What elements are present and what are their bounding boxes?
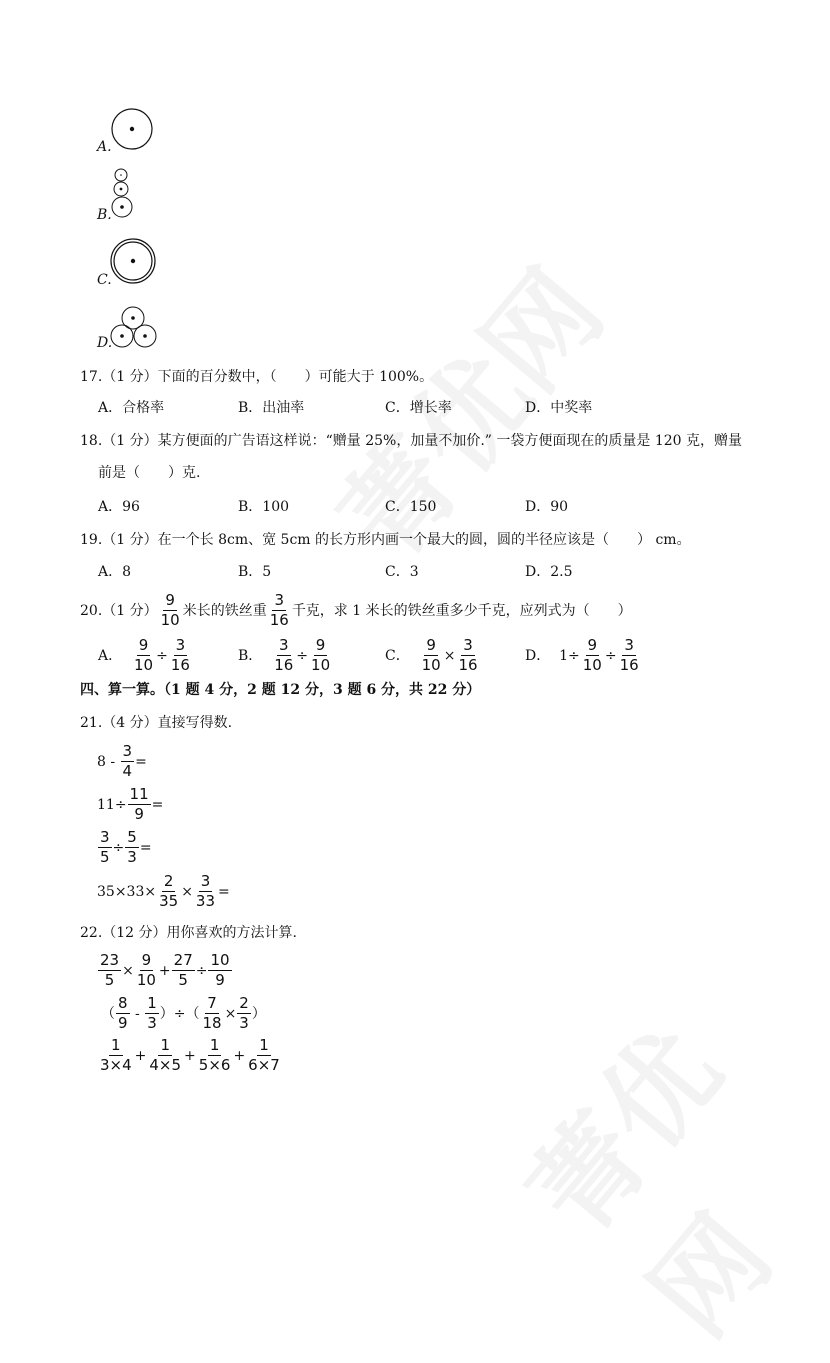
text-segment: 35×33× xyxy=(97,883,157,900)
numerator: 3 xyxy=(624,636,634,654)
text-segment: ÷ xyxy=(296,647,309,664)
text-segment: 20.（1 分） xyxy=(80,602,158,619)
q20-option-d xyxy=(525,638,642,673)
text-segment: 四、算一算。（1 题 4 分，2 题 12 分，3 题 6 分，共 22 分） xyxy=(80,682,481,698)
q20-option-b xyxy=(238,638,333,673)
denominator: 10 xyxy=(160,611,180,629)
text-segment: A．96 xyxy=(98,499,140,515)
numerator: 1 xyxy=(111,1036,121,1054)
fraction xyxy=(200,996,223,1031)
text-segment: = xyxy=(218,883,230,900)
denominator: 5 xyxy=(104,971,115,989)
q18-option-b xyxy=(238,500,289,514)
text-segment: × xyxy=(443,647,456,664)
denominator: 16 xyxy=(269,611,289,629)
denominator: 3 xyxy=(147,1014,157,1032)
text-segment: ）÷（ xyxy=(159,1005,200,1022)
numerator: 3 xyxy=(122,742,133,760)
q19-option-d xyxy=(525,565,573,579)
text-segment: 米长的铁丝重 xyxy=(182,602,267,619)
text-segment: B．100 xyxy=(238,499,290,515)
q18-stem-line2 xyxy=(98,466,200,480)
denominator: 4 xyxy=(122,762,133,780)
stacked-circles-figure xyxy=(108,165,138,221)
fraction xyxy=(125,830,139,865)
text-segment: ÷ xyxy=(156,647,168,664)
text-segment: D．90 xyxy=(525,499,569,515)
numerator: 1 xyxy=(147,994,157,1012)
denominator: 9 xyxy=(215,971,225,989)
numerator: 3 xyxy=(100,828,110,846)
denominator: 10 xyxy=(311,656,331,674)
denominator: 5×6 xyxy=(198,1056,231,1074)
text-segment: 21.（4 分）直接写得数. xyxy=(80,715,233,731)
fraction xyxy=(145,996,159,1031)
single-circle-figure xyxy=(108,105,158,155)
text-segment: ÷ xyxy=(604,647,617,664)
q22-item-3 xyxy=(97,1038,283,1073)
fraction xyxy=(169,638,192,673)
q20-option-a xyxy=(98,638,193,673)
fraction xyxy=(208,953,231,988)
q17-option-b xyxy=(238,401,304,415)
denominator: 5 xyxy=(100,848,110,866)
text-segment: 22.（12 分）用你喜欢的方法计算. xyxy=(80,925,297,941)
text-segment: 19.（1 分）在一个长 8cm、宽 5cm 的长方形内画一个最大的圆，圆的半径应该是（ ） cm。 xyxy=(80,532,691,548)
text-segment: + xyxy=(134,1047,147,1064)
q18-option-a xyxy=(98,500,140,514)
fraction xyxy=(98,1038,134,1073)
fraction xyxy=(135,953,158,988)
fraction xyxy=(309,638,332,673)
numerator: 27 xyxy=(173,951,193,969)
q19-option-a xyxy=(98,565,131,579)
denominator: 9 xyxy=(118,1014,128,1032)
q17-option-a xyxy=(98,401,164,415)
numerator: 2 xyxy=(239,994,249,1012)
text-segment: D．2.5 xyxy=(525,564,573,580)
fraction xyxy=(172,953,195,988)
fraction xyxy=(98,953,121,988)
watermark xyxy=(487,953,830,1363)
text-segment: 17.（1 分）下面的百分数中，（ ）可能大于 100%。 xyxy=(80,369,434,385)
denominator: 3 xyxy=(127,848,137,866)
denominator: 18 xyxy=(202,1014,222,1032)
fraction xyxy=(268,593,291,628)
option-label: A. xyxy=(97,139,112,155)
q22-item-2 xyxy=(101,996,266,1031)
text-segment: × xyxy=(122,962,134,979)
text-segment: = xyxy=(135,753,147,770)
denominator: 10 xyxy=(136,971,156,989)
option-label: B. xyxy=(97,207,112,223)
fraction xyxy=(197,1038,233,1073)
text-segment: A．合格率 xyxy=(98,400,165,416)
q20-option-c xyxy=(385,638,481,673)
fraction xyxy=(121,744,135,779)
text-segment: 8 - xyxy=(97,753,120,770)
q21-item-3 xyxy=(97,830,152,865)
fraction xyxy=(246,1038,282,1073)
numerator: 1 xyxy=(259,1036,269,1054)
q17-stem xyxy=(80,370,433,384)
numerator: 1 xyxy=(209,1036,220,1054)
q18-stem-line1 xyxy=(80,434,742,448)
option-label: C. xyxy=(97,272,112,288)
numerator: 3 xyxy=(175,636,186,654)
text-segment: B．出油率 xyxy=(238,400,305,416)
text-segment: + xyxy=(184,1047,196,1064)
denominator: 5 xyxy=(178,971,188,989)
q18-option-c xyxy=(385,500,436,514)
text-segment: 18.（1 分）某方便面的广告语这样说：“赠量 25%，加量不加价.” 一袋方便面现在的质量是 120 克，赠量 xyxy=(80,433,743,449)
fraction xyxy=(420,638,443,673)
q22-item-1 xyxy=(97,953,233,988)
q19-option-b xyxy=(238,565,271,579)
q17-option-d xyxy=(525,401,592,415)
text-segment: ） xyxy=(251,1005,266,1022)
text-segment: C．150 xyxy=(385,499,437,515)
q19-stem xyxy=(80,533,691,547)
denominator: 4×5 xyxy=(149,1056,182,1074)
concentric-circles-figure xyxy=(108,236,160,288)
text-segment: 11÷ xyxy=(97,796,127,813)
option-label: D. xyxy=(97,335,113,351)
fraction xyxy=(618,638,641,673)
numerator: 3 xyxy=(278,636,289,654)
denominator: 9 xyxy=(134,805,144,823)
text-segment: = xyxy=(139,839,152,856)
fraction xyxy=(98,830,112,865)
text-segment: D． 1÷ xyxy=(525,647,580,664)
text-segment: ÷ xyxy=(112,839,125,856)
numerator: 3 xyxy=(274,591,285,609)
text-segment: × xyxy=(224,1005,237,1022)
text-segment: B．5 xyxy=(238,564,272,580)
numerator: 2 xyxy=(163,872,174,890)
text-segment: × xyxy=(181,883,193,900)
q18-option-d xyxy=(525,500,568,514)
q21-item-1 xyxy=(97,744,147,779)
text-segment: C． xyxy=(385,647,419,664)
q22-stem xyxy=(80,926,297,940)
denominator: 16 xyxy=(170,656,190,674)
numerator: 8 xyxy=(118,994,128,1012)
q21-stem xyxy=(80,716,232,730)
numerator: 23 xyxy=(100,951,120,969)
q21-item-4 xyxy=(97,874,230,909)
text-segment: C．增长率 xyxy=(385,400,452,416)
denominator: 10 xyxy=(421,656,441,674)
section-4-title xyxy=(80,683,480,697)
denominator: 3×4 xyxy=(100,1056,132,1074)
numerator: 11 xyxy=(129,785,149,803)
numerator: 9 xyxy=(426,636,436,654)
numerator: 9 xyxy=(587,636,598,654)
fraction xyxy=(237,996,251,1031)
numerator: 1 xyxy=(160,1036,170,1054)
denominator: 16 xyxy=(619,656,639,674)
text-segment: A．8 xyxy=(98,564,132,580)
denominator: 10 xyxy=(134,656,154,674)
text-segment: D．中奖率 xyxy=(525,400,593,416)
numerator: 3 xyxy=(200,872,211,890)
fraction xyxy=(147,1038,183,1073)
fraction xyxy=(581,638,604,673)
numerator: 3 xyxy=(463,636,473,654)
text-segment: + xyxy=(158,962,171,979)
text-segment: - xyxy=(130,1005,145,1022)
three-circles-figure xyxy=(108,303,164,351)
text-segment: + xyxy=(233,1047,246,1064)
q19-option-c xyxy=(385,565,419,579)
denominator: 3 xyxy=(239,1014,249,1032)
denominator: 6×7 xyxy=(248,1056,280,1074)
denominator: 16 xyxy=(274,656,294,674)
numerator: 10 xyxy=(210,951,230,969)
numerator: 9 xyxy=(141,951,152,969)
fraction xyxy=(456,638,479,673)
text-segment: ÷ xyxy=(195,962,208,979)
fraction xyxy=(159,593,182,628)
q17-option-c xyxy=(385,401,452,415)
fraction xyxy=(157,874,180,909)
numerator: 9 xyxy=(165,591,175,609)
fraction xyxy=(116,996,130,1031)
numerator: 9 xyxy=(315,636,326,654)
text-segment: 前是（ ）克. xyxy=(98,465,201,481)
text-segment: （ xyxy=(101,1005,115,1022)
fraction xyxy=(194,874,217,909)
numerator: 5 xyxy=(127,828,137,846)
numerator: 9 xyxy=(138,636,149,654)
q21-item-2 xyxy=(97,787,163,822)
fraction xyxy=(272,638,295,673)
fraction xyxy=(128,787,151,822)
fraction xyxy=(132,638,155,673)
text-segment: A． xyxy=(98,647,132,664)
q20-stem xyxy=(80,593,632,628)
text-segment: 千克，求 1 米长的铁丝重多少千克，应列式为（ ） xyxy=(291,602,632,619)
text-segment: B． xyxy=(238,647,272,664)
numerator: 7 xyxy=(207,994,217,1012)
text-segment: = xyxy=(151,796,164,813)
denominator: 10 xyxy=(582,656,602,674)
denominator: 35 xyxy=(159,892,179,910)
denominator: 33 xyxy=(195,892,216,910)
text-segment: C．3 xyxy=(385,564,419,580)
denominator: 16 xyxy=(458,656,478,674)
